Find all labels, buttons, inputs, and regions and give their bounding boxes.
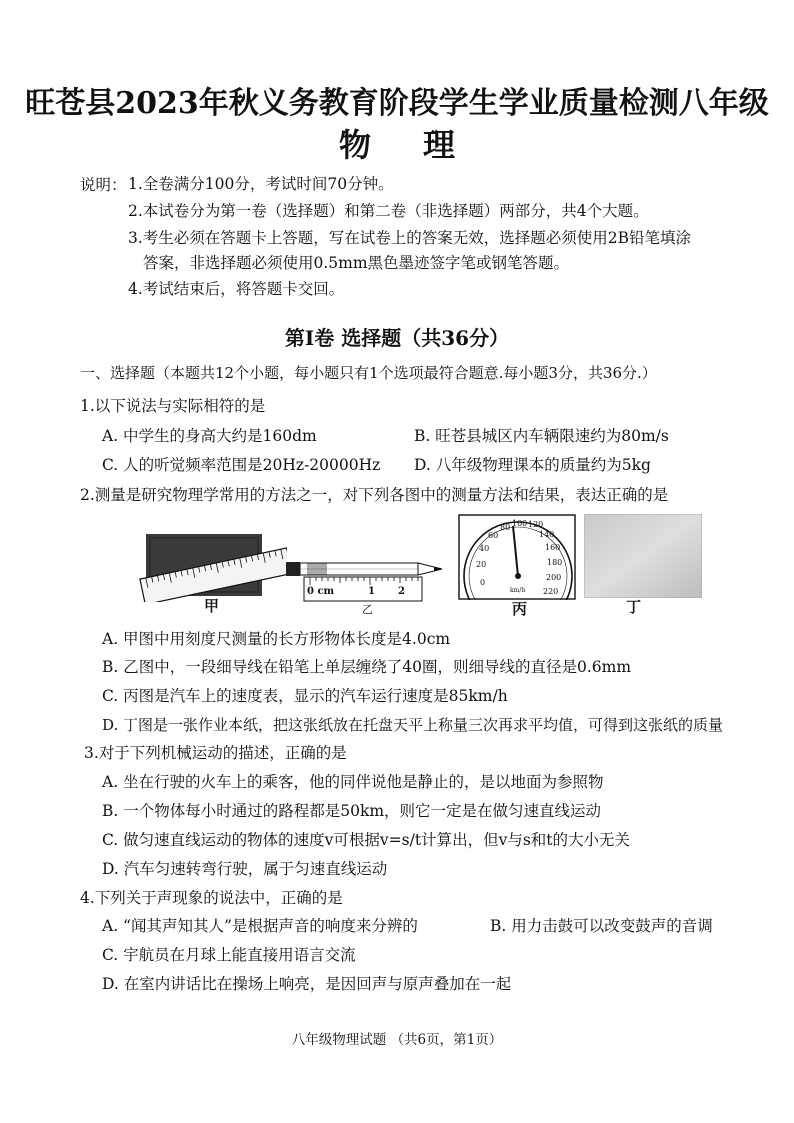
ruler-tick-0: 0 cm (307, 586, 335, 597)
speedo-tick-60: 60 (488, 531, 499, 540)
speedo-tick-40: 40 (479, 544, 490, 553)
speedo-tick-100: 100 (512, 519, 528, 528)
speedo-tick-20: 20 (476, 560, 487, 569)
figure-yi-label: 乙 (362, 603, 373, 616)
question-2-stem: 2.测量是研究物理学常用的方法之一，对下列各图中的测量方法和结果，表达正确的是 (80, 486, 669, 504)
speedo-tick-220: 220 (543, 587, 559, 596)
note-item-3-cont: 答案，非选择题必须使用0.5mm黑色墨迹签字笔或钢笔答题。 (143, 254, 570, 272)
measurement-figures (132, 512, 732, 622)
q3-option-b: B. 一个物体每小时通过的路程都是50km，则它一定是在做匀速直线运动 (102, 802, 602, 820)
q4-option-a: A. “闻其声知其人”是根据声音的响度来分辨的 (102, 917, 418, 935)
note-item-3: 3.考生必须在答题卡上答题，写在试卷上的答案无效，选择题必须使用2B铅笔填涂 (128, 229, 692, 247)
q2-option-a: A. 甲图中用刻度尺测量的长方形物体长度是4.0cm (102, 630, 451, 648)
note-item-4: 4.考试结束后，将答题卡交回。 (128, 280, 345, 298)
notes-label: 说明： (80, 176, 127, 194)
speedo-tick-180: 180 (547, 558, 563, 567)
exam-title: 旺苍县2023年秋义务教育阶段学生学业质量检测八年级 (25, 86, 769, 121)
subject-char-2: 理 (423, 126, 456, 164)
q1-option-b: B. 旺苍县城区内车辆限速约为80m/s (414, 427, 669, 445)
q2-option-d: D. 丁图是一张作业本纸，把这张纸放在托盘天平上称量三次再求平均值，可得到这张纸的质量 (102, 716, 724, 734)
q2-option-c: C. 丙图是汽车上的速度表，显示的汽车运行速度是85km/h (102, 687, 508, 705)
q3-option-c: C. 做匀速直线运动的物体的速度v可根据v=s/t计算出，但v与s和t的大小无关 (102, 831, 631, 849)
figure-yi (282, 560, 457, 605)
ruler-tick-1: 1 (368, 586, 375, 597)
speedo-tick-80: 80 (500, 523, 511, 532)
question-1-stem: 1.以下说法与实际相符的是 (80, 397, 266, 415)
q3-option-d: D. 汽车匀速转弯行驶，属于匀速直线运动 (102, 860, 388, 878)
q3-option-a: A. 坐在行驶的火车上的乘客，他的同伴说他是静止的，是以地面为参照物 (102, 773, 604, 791)
section-title: 第I卷 选择题（共36分） (284, 326, 510, 350)
q4-option-b: B. 用力击鼓可以改变鼓声的音调 (490, 917, 713, 935)
figure-jia (132, 512, 287, 602)
q1-option-d: D. 八年级物理课本的质量约为5kg (414, 456, 651, 474)
subject-title (0, 120, 794, 166)
q1-option-c: C. 人的听觉频率范围是20Hz-20000Hz (102, 456, 381, 474)
q4-option-c: C. 宇航员在月球上能直接用语言交流 (102, 946, 356, 964)
figure-ding-label: 丁 (626, 598, 642, 616)
speedo-unit: km/h (510, 587, 526, 594)
speedo-tick-200: 200 (546, 573, 562, 582)
figure-jia-label: 甲 (204, 597, 220, 615)
note-item-2: 2.本试卷分为第一卷（选择题）和第二卷（非选择题）两部分，共4个大题。 (128, 202, 649, 220)
speedo-tick-0: 0 (480, 578, 486, 587)
question-3-stem: 3.对于下列机械运动的描述，正确的是 (84, 744, 347, 762)
figure-ding (584, 514, 702, 598)
q2-option-b: B. 乙图中，一段细导线在铅笔上单层缠绕了40圈，则细导线的直径是0.6mm (102, 658, 632, 676)
question-4-stem: 4.下列关于声现象的说法中，正确的是 (80, 889, 343, 907)
q1-option-a: A. 中学生的身高大约是160dm (102, 427, 317, 445)
section-intro: 一、选择题（本题共12个小题，每小题只有1个选项最符合题意.每小题3分，共36分.） (80, 364, 657, 382)
q4-option-d: D. 在室内讲话比在操场上响亮，是因回声与原声叠加在一起 (102, 975, 512, 993)
figure-bing-label: 丙 (512, 600, 528, 618)
subject-char-1: 物 (338, 126, 371, 164)
page-footer: 八年级物理试题 （共6页，第1页） (291, 1032, 503, 1048)
note-item-1: 1.全卷满分100分，考试时间70分钟。 (128, 175, 394, 193)
speedo-tick-120: 120 (528, 520, 544, 529)
speedo-tick-160: 160 (545, 543, 561, 552)
ruler-tick-2: 2 (398, 586, 405, 597)
speedo-tick-140: 140 (539, 530, 555, 539)
